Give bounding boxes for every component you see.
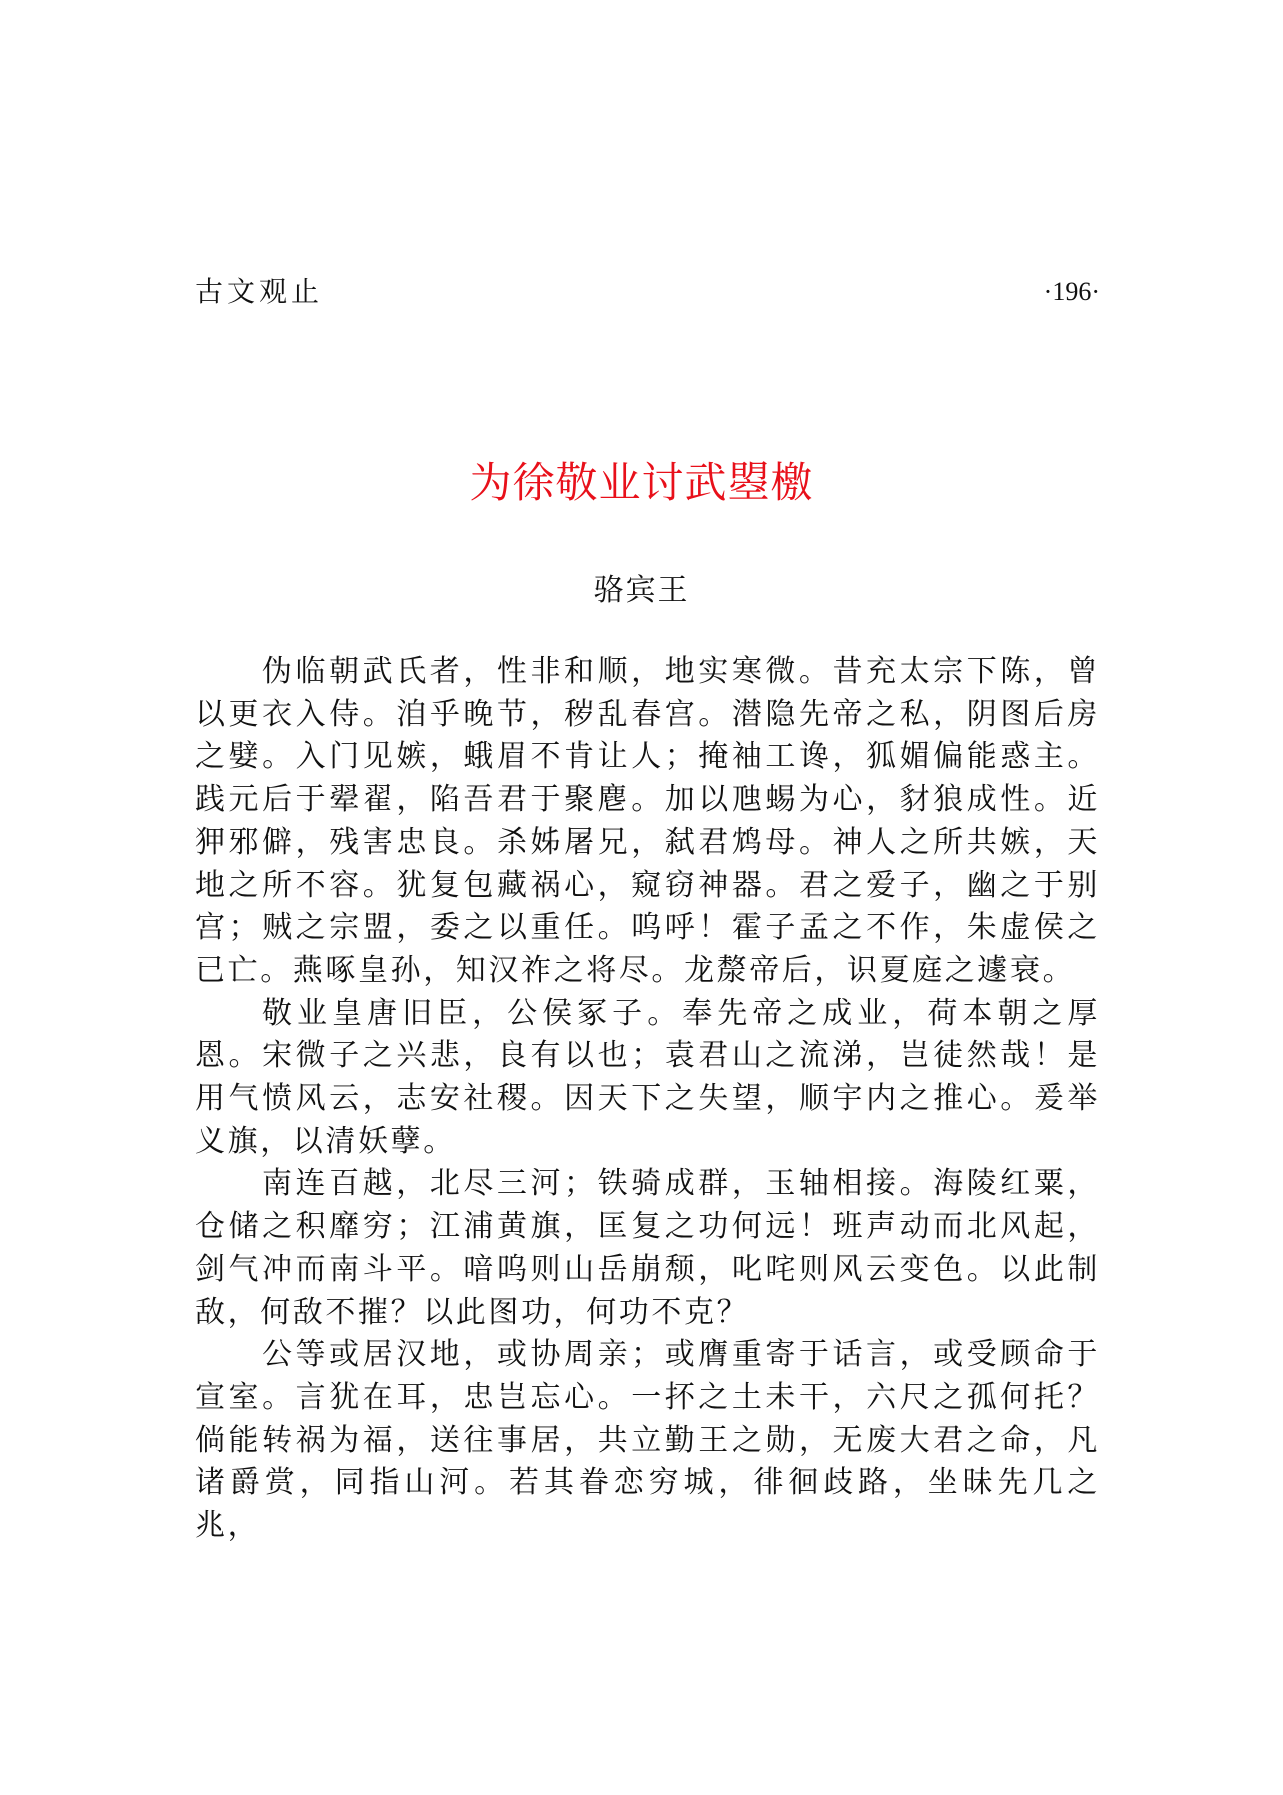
paragraph: 南连百越，北尽三河；铁骑成群，玉轴相接。海陵红粟，仓储之积靡穷；江浦黄旗，匡复之功何远！班声动而北风起，剑气冲而南斗平。喑呜则山岳崩颓，叱咤则风云变色。以此制敌，何敌不摧？以此图功，何功不克？ [195, 1166, 1100, 1330]
page-number: ·196· [1043, 277, 1100, 306]
book-title: 古文观止 [195, 275, 324, 308]
paragraph: 敬业皇唐旧臣，公侯冢子。奉先帝之成业，荷本朝之厚恩。宋微子之兴悲，良有以也；袁君山之流涕，岂徒然哉！是用气愤风云，志安社稷。因天下之失望，顺宇内之推心。爰举义旗，以清妖孽。 [195, 995, 1100, 1159]
paragraph: 伪临朝武氏者，性非和顺，地实寒微。昔充太宗下陈，曾以更衣入侍。洎乎晚节，秽乱春宫。潜隐先帝之私，阴图后房之嬖。入门见嫉，蛾眉不肯让人；掩袖工谗，狐媚偏能惑主。践元后于翚翟，陷吾君于聚麀。加以虺蜴为心，豺狼成性。近狎邪僻，残害忠良。杀姊屠兄，弑君鸩母。神人之所共嫉，天地之所不容。犹复包藏祸心，窥窃神器。君之爱子，幽之于别宫；贼之宗盟，委之以重任。呜呼！霍子孟之不作，朱虚侯之已亡。燕啄皇孙，知汉祚之将尽。龙漦帝后，识夏庭之遽衰。 [195, 654, 1100, 988]
essay-body [195, 651, 1100, 1548]
paragraph: 公等或居汉地，或协周亲；或膺重寄于话言，或受顾命于宣室。言犹在耳，忠岂忘心。一抔之土未干，六尺之孤何托？倘能转祸为福，送往事居，共立勤王之勋，无废大君之命，凡诸爵赏，同指山河。若其眷恋穷城，徘徊歧路，坐昧先几之兆， [195, 1337, 1100, 1544]
essay-title: 为徐敬业讨武曌檄 [469, 458, 814, 507]
author-name: 骆宾王 [593, 573, 690, 608]
running-header [195, 272, 1100, 312]
